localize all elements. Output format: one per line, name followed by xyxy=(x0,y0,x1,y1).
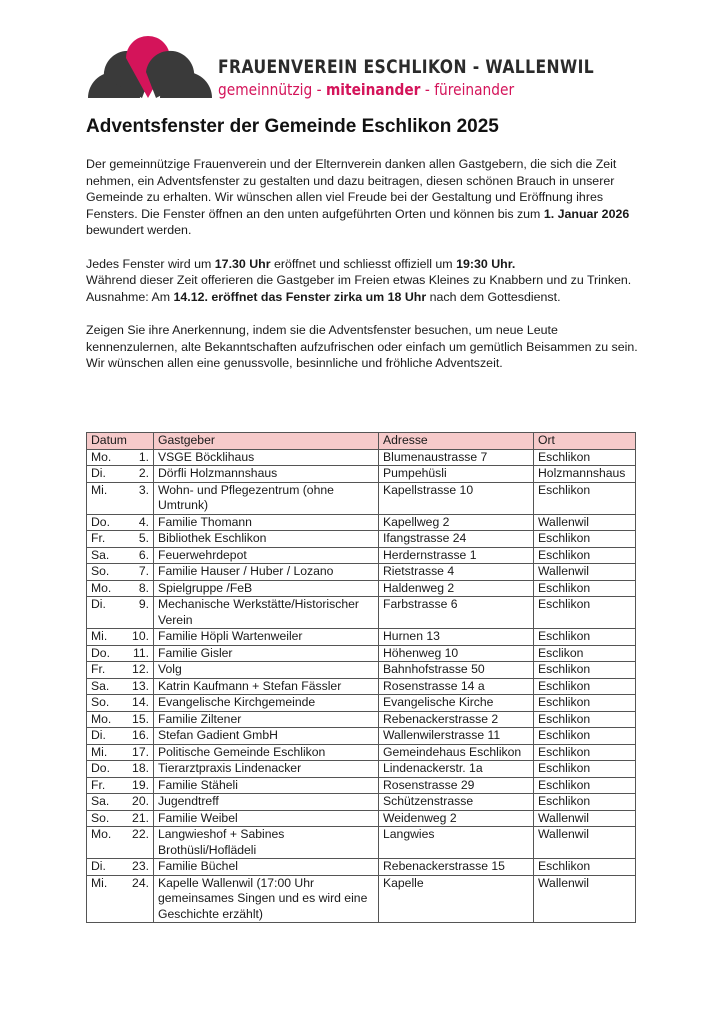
cell-date: 8. xyxy=(119,580,154,597)
table-row xyxy=(87,662,636,679)
cell-host: Politische Gemeinde Eschlikon xyxy=(154,744,379,761)
cell-date: 1. xyxy=(119,449,154,466)
cell-place: Wallenwil xyxy=(534,810,636,827)
cell-place: Eschlikon xyxy=(534,597,636,629)
cell-day: So. xyxy=(87,810,120,827)
cell-place: Holzmannshaus xyxy=(534,466,636,483)
table-row xyxy=(87,728,636,745)
cell-date: 7. xyxy=(119,564,154,581)
cell-date: 23. xyxy=(119,859,154,876)
intro-paragraph-times xyxy=(86,256,646,273)
cell-host: Familie Hauser / Huber / Lozano xyxy=(154,564,379,581)
intro-p1-date: 1. Januar 2026 xyxy=(543,206,630,221)
cell-day: Di. xyxy=(87,859,120,876)
cell-address: Lindenackerstr. 1a xyxy=(379,761,534,778)
cell-address: Ifangstrasse 24 xyxy=(379,531,534,548)
cell-address: Rebenackerstrasse 2 xyxy=(379,711,534,728)
table-row xyxy=(87,794,636,811)
cell-address: Höhenweg 10 xyxy=(379,645,534,662)
table-row xyxy=(87,514,636,531)
table-row xyxy=(87,695,636,712)
cell-day: So. xyxy=(87,564,120,581)
cell-address: Kapellstrasse 10 xyxy=(379,482,534,514)
cell-address: Bahnhofstrasse 50 xyxy=(379,662,534,679)
cell-address: Farbstrasse 6 xyxy=(379,597,534,629)
cell-host: Familie Weibel xyxy=(154,810,379,827)
table-row xyxy=(87,810,636,827)
cell-date: 24. xyxy=(119,875,154,923)
header-ort: Ort xyxy=(534,433,636,450)
cell-day: Fr. xyxy=(87,777,120,794)
cell-date: 13. xyxy=(119,678,154,695)
cell-host: Kapelle Wallenwil (17:00 Uhr gemeinsames Singen und es wird eine Geschichte erzählt) xyxy=(154,875,379,923)
cell-place: Eschlikon xyxy=(534,859,636,876)
cell-day: Mo. xyxy=(87,580,120,597)
tagline-part2: miteinander xyxy=(325,80,421,99)
cell-date: 2. xyxy=(119,466,154,483)
cell-place: Eschlikon xyxy=(534,629,636,646)
table-row xyxy=(87,449,636,466)
cell-host: Familie Gisler xyxy=(154,645,379,662)
table-row xyxy=(87,827,636,859)
cell-address: Hurnen 13 xyxy=(379,629,534,646)
table-row xyxy=(87,564,636,581)
header-gastgeber: Gastgeber xyxy=(154,433,379,450)
cell-host: Familie Büchel xyxy=(154,859,379,876)
cell-day: Mi. xyxy=(87,875,120,923)
tagline-part3: - füreinander xyxy=(420,80,515,99)
cell-host: Evangelische Kirchgemeinde xyxy=(154,695,379,712)
cell-host: Familie Stäheli xyxy=(154,777,379,794)
cell-date: 16. xyxy=(119,728,154,745)
cell-date: 19. xyxy=(119,777,154,794)
cell-address: Rosenstrasse 29 xyxy=(379,777,534,794)
table-row xyxy=(87,547,636,564)
intro-p2-a: Jedes Fenster wird um xyxy=(86,256,215,271)
cell-day: Di. xyxy=(87,728,120,745)
intro-close-time: 19:30 Uhr. xyxy=(456,256,516,271)
cell-host: Wohn- und Pflegezentrum (ohne Umtrunk) xyxy=(154,482,379,514)
cell-date: 10. xyxy=(119,629,154,646)
cell-host: Familie Höpli Wartenweiler xyxy=(154,629,379,646)
logo-mark-icon xyxy=(84,26,216,106)
cell-address: Kapellweg 2 xyxy=(379,514,534,531)
cell-host: Tierarztpraxis Lindenacker xyxy=(154,761,379,778)
cell-host: Jugendtreff xyxy=(154,794,379,811)
intro-p1-text: Der gemeinnützige Frauenverein und der Elternverein danken allen Gastgebern, die sich die Zeit nehmen, ein Adventsfenster zu gestalten und dazu beitragen, diesen schönen Brauch in unserer Gemeinde zu erhalten. Wir wünschen allen viel Freude bei der Gestaltung und Eröffnung ihres Fensters. Die Fenster öffnen an den unten aufgeführten Orten und können bis zum xyxy=(86,157,617,221)
cell-place: Eschlikon xyxy=(534,449,636,466)
cell-place: Eschlikon xyxy=(534,728,636,745)
cell-place: Eschlikon xyxy=(534,794,636,811)
cell-day: Di. xyxy=(87,466,120,483)
cell-place: Eschlikon xyxy=(534,662,636,679)
table-row xyxy=(87,482,636,514)
table-row xyxy=(87,678,636,695)
cell-address: Langwies xyxy=(379,827,534,859)
cell-place: Wallenwil xyxy=(534,827,636,859)
cell-host: Feuerwehrdepot xyxy=(154,547,379,564)
cell-place: Eschlikon xyxy=(534,695,636,712)
cell-day: Sa. xyxy=(87,678,120,695)
cell-address: Kapelle xyxy=(379,875,534,923)
table-row xyxy=(87,875,636,923)
cell-place: Eschlikon xyxy=(534,711,636,728)
cell-day: Fr. xyxy=(87,531,120,548)
cell-place: Eschlikon xyxy=(534,678,636,695)
cell-host: Bibliothek Eschlikon xyxy=(154,531,379,548)
cell-day: Mi. xyxy=(87,482,120,514)
cell-place: Esclikon xyxy=(534,645,636,662)
table-header-row xyxy=(87,433,636,450)
intro-exception: 14.12. eröffnet das Fenster zirka um 18 Uhr xyxy=(173,289,427,304)
cell-host: Mechanische Werkstätte/Historischer Verein xyxy=(154,597,379,629)
intro-paragraph-exception xyxy=(86,289,646,306)
table-row xyxy=(87,531,636,548)
cell-address: Rosenstrasse 14 a xyxy=(379,678,534,695)
tagline xyxy=(218,80,514,99)
cell-host: Volg xyxy=(154,662,379,679)
intro-p4-c: nach dem Gottesdienst. xyxy=(426,289,561,304)
cell-address: Pumpehüsli xyxy=(379,466,534,483)
cell-address: Wallenwilerstrasse 11 xyxy=(379,728,534,745)
header-adresse: Adresse xyxy=(379,433,534,450)
cell-host: Stefan Gadient GmbH xyxy=(154,728,379,745)
table-row xyxy=(87,777,636,794)
cell-date: 11. xyxy=(119,645,154,662)
logo xyxy=(84,26,595,106)
cell-day: Do. xyxy=(87,645,120,662)
cell-host: Dörfli Holzmannshaus xyxy=(154,466,379,483)
intro-open-time: 17.30 Uhr xyxy=(214,256,271,271)
cell-host: Familie Thomann xyxy=(154,514,379,531)
cell-address: Herdernstrasse 1 xyxy=(379,547,534,564)
intro-paragraph-offer: Während dieser Zeit offerieren die Gastgeber im Freien etwas Kleines zu Knabbern und zu Trinken. xyxy=(86,273,632,287)
table-row xyxy=(87,744,636,761)
table-row xyxy=(87,466,636,483)
cell-address: Gemeindehaus Eschlikon xyxy=(379,744,534,761)
cell-place: Wallenwil xyxy=(534,514,636,531)
cell-place: Eschlikon xyxy=(534,761,636,778)
cell-date: 9. xyxy=(119,597,154,629)
cell-day: Sa. xyxy=(87,794,120,811)
cell-day: Sa. xyxy=(87,547,120,564)
table-row xyxy=(87,645,636,662)
cell-date: 14. xyxy=(119,695,154,712)
cell-date: 18. xyxy=(119,761,154,778)
cell-address: Blumenaustrasse 7 xyxy=(379,449,534,466)
cell-day: Di. xyxy=(87,597,120,629)
table-row xyxy=(87,629,636,646)
cell-date: 12. xyxy=(119,662,154,679)
page-title: Adventsfenster der Gemeinde Eschlikon 2025 xyxy=(86,116,499,137)
cell-date: 20. xyxy=(119,794,154,811)
intro-paragraph-thanks xyxy=(86,156,646,239)
cell-host: Familie Ziltener xyxy=(154,711,379,728)
intro-p1-end: bewundert werden. xyxy=(86,223,192,237)
cell-address: Rebenackerstrasse 15 xyxy=(379,859,534,876)
header-datum: Datum xyxy=(87,433,154,450)
cell-day: Mo. xyxy=(87,449,120,466)
cell-place: Eschlikon xyxy=(534,482,636,514)
cell-address: Schützenstrasse xyxy=(379,794,534,811)
cell-place: Eschlikon xyxy=(534,580,636,597)
cell-place: Eschlikon xyxy=(534,744,636,761)
cell-day: Do. xyxy=(87,761,120,778)
cell-place: Wallenwil xyxy=(534,875,636,923)
org-name: FRAUENVEREIN ESCHLIKON - WALLENWIL xyxy=(218,56,595,78)
tagline-part1: gemeinnützig - xyxy=(218,80,326,99)
cell-day: Fr. xyxy=(87,662,120,679)
table-row xyxy=(87,761,636,778)
cell-place: Eschlikon xyxy=(534,777,636,794)
table-row xyxy=(87,711,636,728)
cell-date: 6. xyxy=(119,547,154,564)
cell-place: Eschlikon xyxy=(534,531,636,548)
cell-date: 22. xyxy=(119,827,154,859)
cell-address: Evangelische Kirche xyxy=(379,695,534,712)
cell-day: Mi. xyxy=(87,629,120,646)
cell-host: VSGE Böcklihaus xyxy=(154,449,379,466)
cell-host: Spielgruppe /FeB xyxy=(154,580,379,597)
intro-p2-c: eröffnet und schliesst offiziell um xyxy=(270,256,457,271)
cell-host: Katrin Kaufmann + Stefan Fässler xyxy=(154,678,379,695)
advent-calendar-table xyxy=(86,432,636,923)
intro-text xyxy=(86,156,646,372)
cell-date: 5. xyxy=(119,531,154,548)
cell-date: 21. xyxy=(119,810,154,827)
cell-day: So. xyxy=(87,695,120,712)
cell-date: 4. xyxy=(119,514,154,531)
cell-place: Eschlikon xyxy=(534,547,636,564)
cell-day: Mi. xyxy=(87,744,120,761)
cell-day: Mo. xyxy=(87,711,120,728)
cell-address: Haldenweg 2 xyxy=(379,580,534,597)
cell-place: Wallenwil xyxy=(534,564,636,581)
cell-host: Langwieshof + Sabines Brothüsli/Hoflädeli xyxy=(154,827,379,859)
cell-address: Rietstrasse 4 xyxy=(379,564,534,581)
intro-paragraph-closing: Zeigen Sie ihre Anerkennung, indem sie die Adventsfenster besuchen, um neue Leute kennenzulernen, alte Bekanntschaften aufzufrischen oder einfach um gemütlich Beisammen zu sein. Wir wünschen allen eine genussvolle, besinnliche und fröhliche Adventszeit. xyxy=(86,323,638,370)
cell-address: Weidenweg 2 xyxy=(379,810,534,827)
table-row xyxy=(87,580,636,597)
cell-day: Mo. xyxy=(87,827,120,859)
cell-day: Do. xyxy=(87,514,120,531)
cell-date: 3. xyxy=(119,482,154,514)
intro-p4-a: Ausnahme: Am xyxy=(86,289,174,304)
table-row xyxy=(87,859,636,876)
cell-date: 15. xyxy=(119,711,154,728)
table-row xyxy=(87,597,636,629)
cell-date: 17. xyxy=(119,744,154,761)
